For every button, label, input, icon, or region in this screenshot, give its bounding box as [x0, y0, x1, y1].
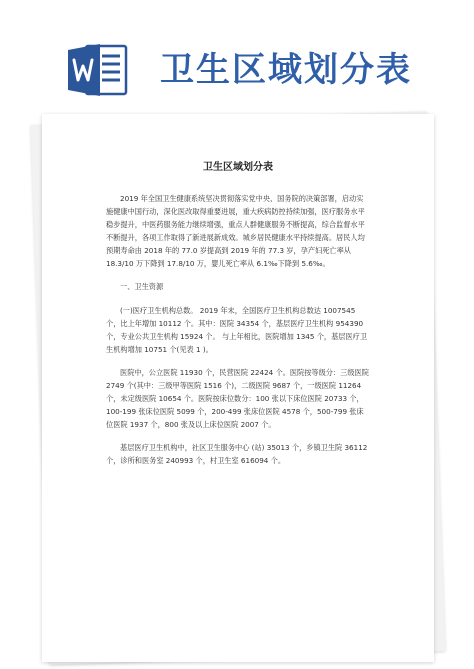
paragraph-intro: 2019 年全国卫生健康系统坚决贯彻落实党中央、国务院的决策部署，启动实施健康中国行动，深化医改取得重要进展，重大疾病防控持续加强，医疗服务水平稳步提升，中医药服务能力继续增强，重点人群健康服务不断提高，综合监督水平不断提升，各项工作取得了新进展新成效。城乡居民健康水平持续提高。居民人均预期寿命由 2018 年的 77.0 岁提高到 2019 年的 77.3 岁，孕产妇死亡率从 18.3/10 万下降到 17.8/10 万，婴儿死亡率从 6.1‰下降到 5.6‰。	[106, 194, 365, 268]
paragraph-primary-care: 基层医疗卫生机构中，社区卫生服务中心 (站) 35013 个，乡镇卫生院 36112 个，诊所和医务室 240993 个，村卫生室 616094 个。	[106, 443, 368, 465]
document-page	[42, 114, 434, 662]
banner	[0, 0, 474, 110]
paragraph-hospitals: 医院中，公立医院 11930 个，民营医院 22424 个。医院按等级分：三级医院 2749 个(其中：三级甲等医院 1516 个)，二级医院 9687 个，一级医院 11264 个，未定级医院 10654 个。医院按床位数分：100 张以下床位医院 20733 个，100-199 张床位医院 5099 个，200-499 张床位医院 4578 个，500-799 张床位医院 1937 个，800 张及以上床位医院 2007 个。	[106, 368, 369, 429]
section-heading: 一、卫生资源	[120, 282, 164, 291]
document-body	[106, 192, 370, 477]
paragraph-institutions: (一)医疗卫生机构总数。 2019 年末，全国医疗卫生机构总数达 1007545 个，比上年增加 10112 个。其中：医院 34354 个，基层医疗卫生机构 954390 个，专业公共卫生机构 15924 个。 与上年相比，医院增加 1345 个，基层医疗卫生机构增加 10751 个(见表 1 )。	[106, 306, 368, 354]
document-title: 卫生区域划分表	[203, 162, 273, 173]
word-logo-icon	[66, 40, 130, 100]
banner-title: 卫生区域划分表	[160, 50, 412, 90]
